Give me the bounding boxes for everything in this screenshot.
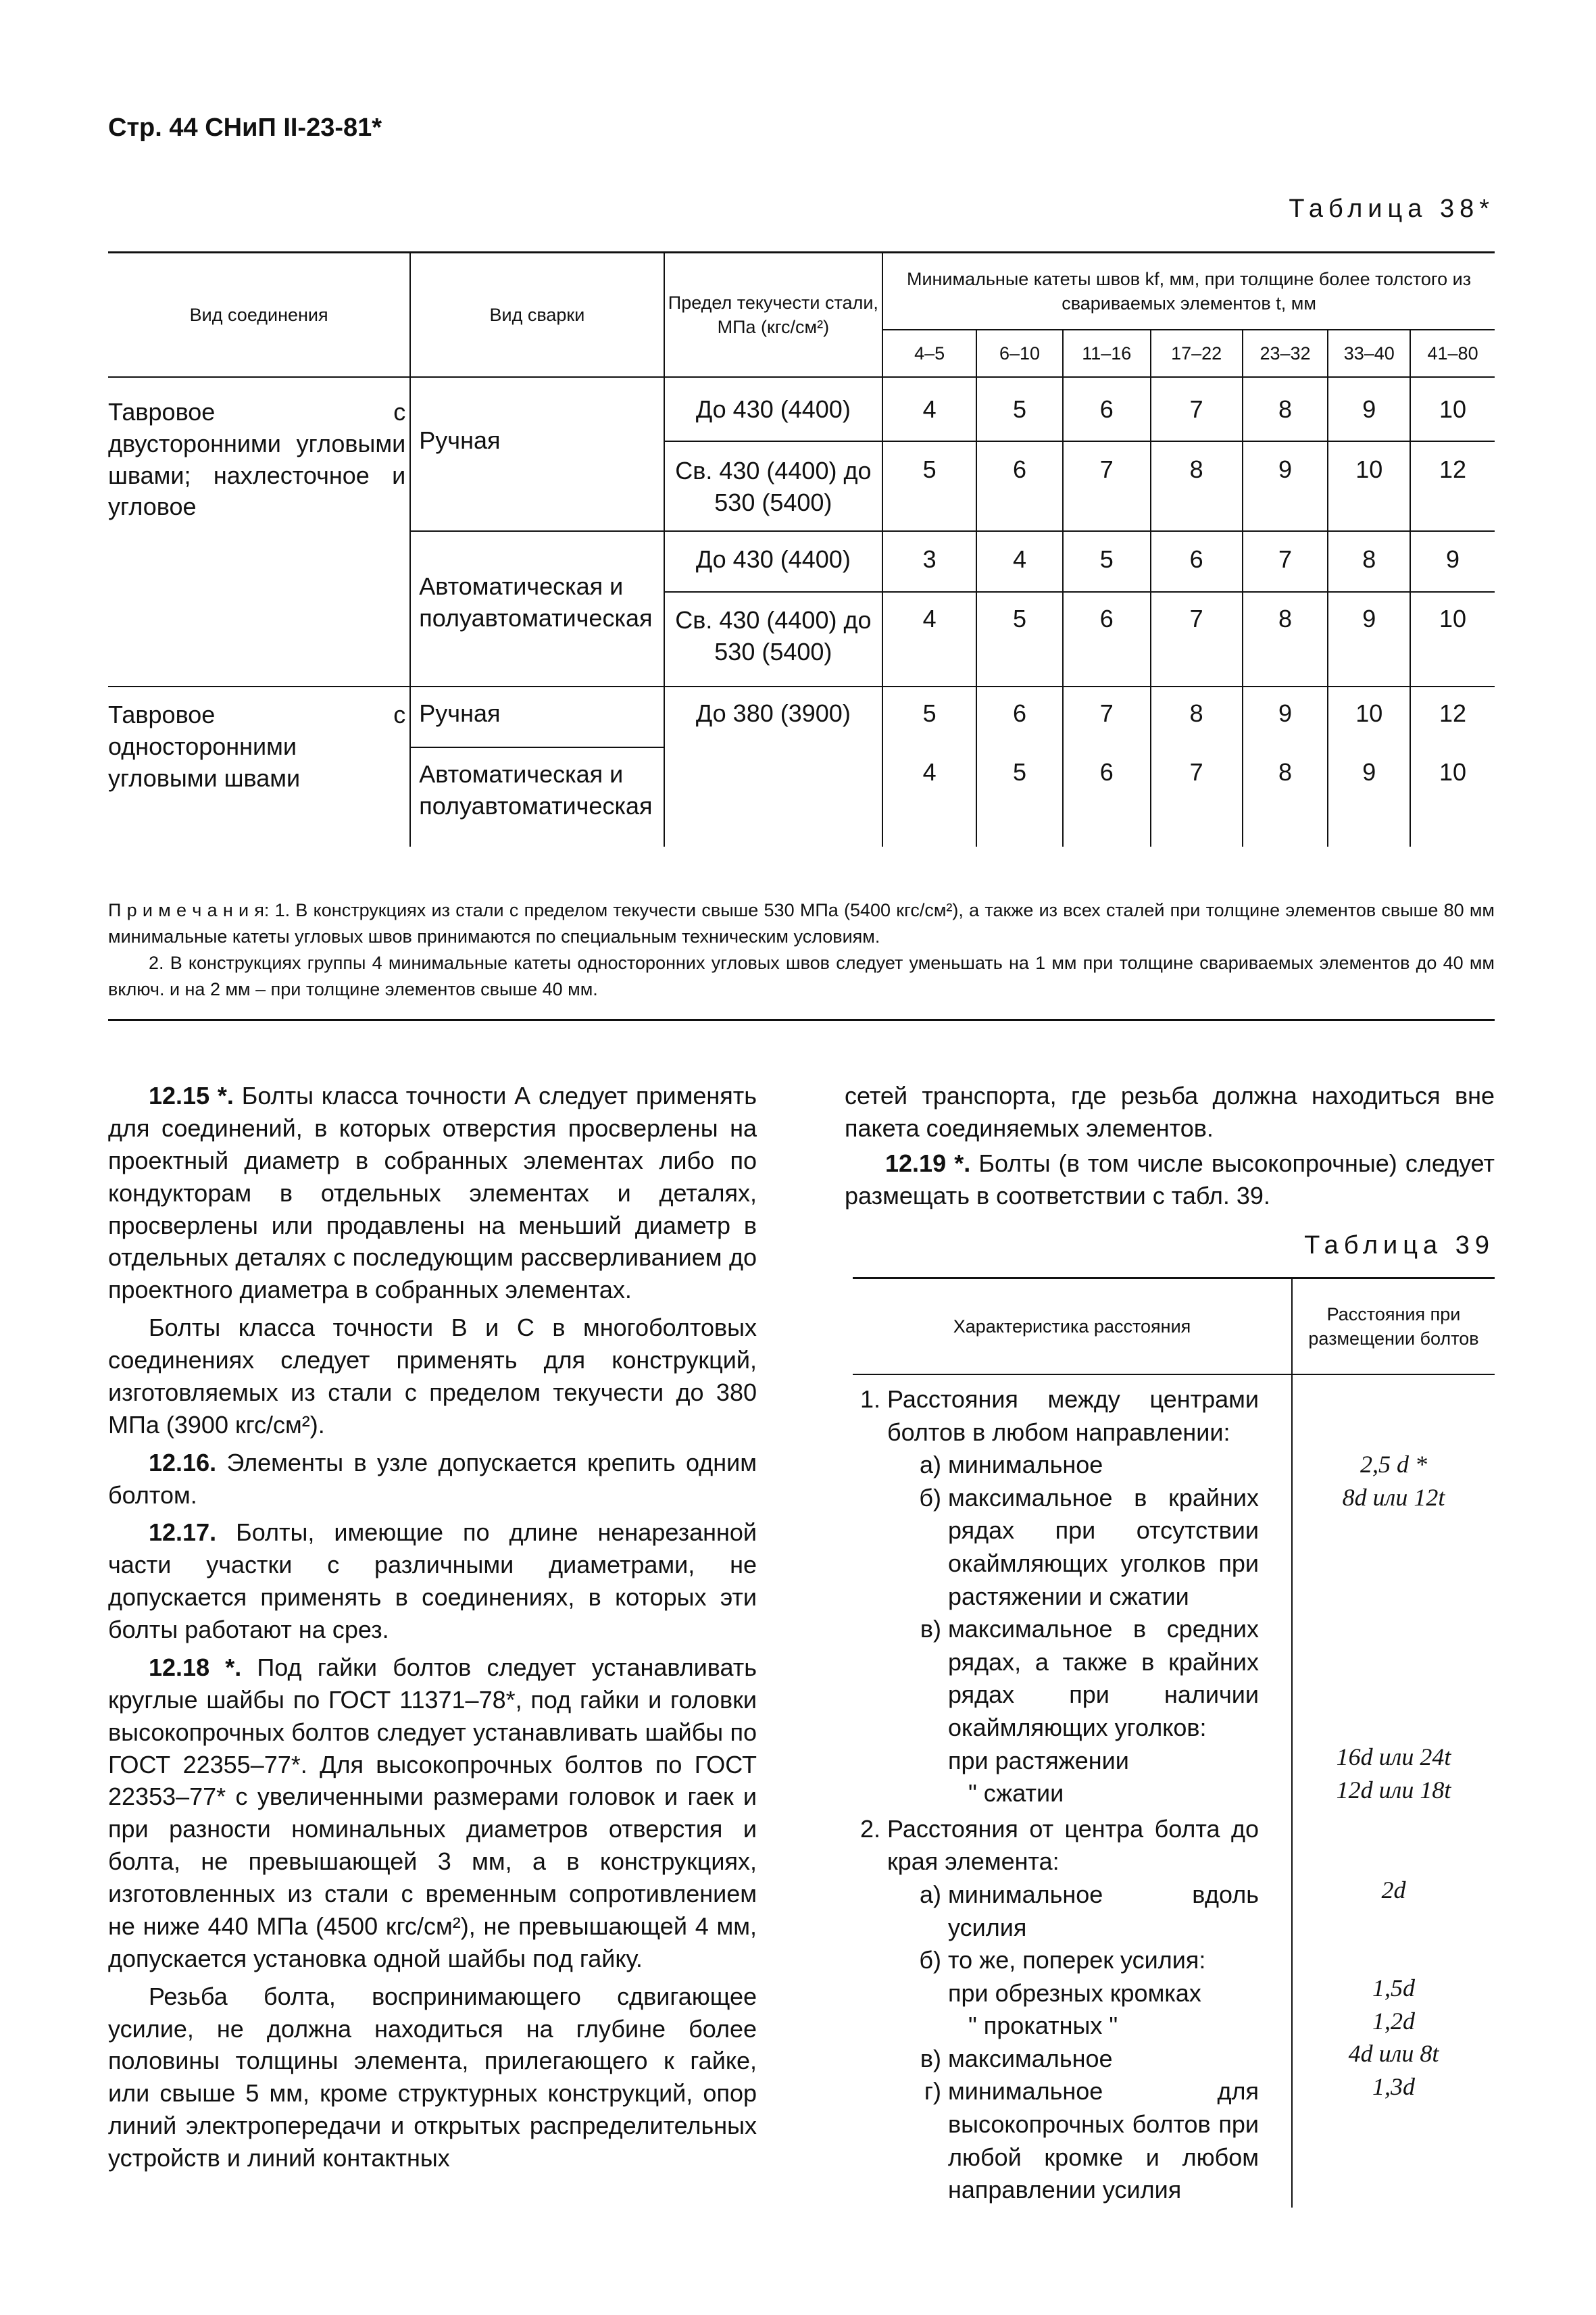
value-cell: 6	[1063, 592, 1151, 687]
paragraph: 12.17. Болты, имеющие по длине ненарезанной части участки с различными диаметрами, не допускается применять в соединениях, в которых эти болты работают на срез.	[108, 1518, 757, 1643]
paragraph: 12.15 *. Болты класса точности А следует применять для соединений, в которых отверстия просверлены на проектный диаметр в собранных элементах либо по кондукторам в отдельных элементах и деталях, просверлены или продавлены на меньший диаметр в отдельных деталях с последующим рассверливанием до проектного диаметра в собранных элементах.	[108, 1082, 757, 1304]
weld-cell: Автоматическая и полуавтоматическая	[410, 531, 664, 687]
value-cell: 3	[882, 531, 976, 592]
header-legs: Минимальные катеты швов kf, мм, при толщине более толстого из свариваемых элементов t, мм	[882, 253, 1495, 330]
right-column	[845, 1080, 1495, 1212]
yield-cell: Св. 430 (4400) до 530 (5400)	[664, 592, 883, 687]
value-cell: 5	[976, 592, 1063, 687]
t39-item: " прокатных "	[968, 2012, 1118, 2040]
value-cell: 7	[1151, 377, 1243, 441]
yield-cell: Св. 430 (4400) до 530 (5400)	[664, 441, 883, 531]
header-joint: Вид соединения	[108, 253, 410, 377]
value-cell: 5	[882, 687, 976, 747]
t39-item: при растяжении	[948, 1746, 1129, 1774]
note-1: П р и м е ч а н и я: 1. В конструкциях из стали с пределом текучести свыше 530 МПа (5400 кгс/см²), а также из всех сталей при толщине элементов свыше 80 мм минимальные катеты угловых швов принимаются по специальным техническим условиям.	[108, 900, 1495, 947]
t39-item: 2. Расстояния от центра болта до края элемента:	[859, 1814, 1259, 1876]
table-row	[108, 377, 1495, 441]
thickness-cell: 23–32	[1243, 330, 1328, 377]
distance-value: 1,2d	[1372, 2007, 1415, 2035]
table-39-caption: Таблица 39	[1304, 1231, 1495, 1260]
value-cell: 9	[1243, 687, 1328, 747]
t39-item: в) максимальное в средних рядах, а также в крайних рядах при наличии окаймляющих уголков:	[920, 1615, 1259, 1741]
value-cell: 9	[1243, 441, 1328, 531]
paragraph: 12.16. Элементы в узле допускается крепить одним болтом.	[108, 1448, 757, 1509]
joint-cell: Тавровое с двусторонними угловыми швами; нахлесточное и угловое	[108, 398, 406, 521]
value-cell: 6	[976, 687, 1063, 747]
value-cell: 5	[882, 441, 976, 531]
table-38	[108, 253, 1495, 847]
value-cell: 5	[1063, 531, 1151, 592]
thickness-cell: 41–80	[1410, 330, 1495, 377]
value-cell: 5	[976, 377, 1063, 441]
header-distances: Расстояния при размещении болтов	[1292, 1279, 1495, 1374]
distance-value: 12d или 18t	[1336, 1776, 1451, 1803]
value-cell: 4	[976, 531, 1063, 592]
weld-cell: Ручная	[410, 377, 664, 531]
value-cell: 8	[1243, 377, 1328, 441]
value-cell: 7	[1151, 747, 1243, 847]
value-cell: 5	[976, 747, 1063, 847]
distance-value: 4d или 8t	[1348, 2040, 1439, 2068]
thickness-cell: 4–5	[882, 330, 976, 377]
value-cell: 9	[1328, 592, 1410, 687]
joint-cell: Тавровое с односторонними угловыми швами	[108, 687, 410, 847]
value-cell: 9	[1328, 747, 1410, 847]
yield-cell: До 430 (4400)	[664, 531, 883, 592]
distance-value: 1,3d	[1372, 2072, 1415, 2100]
value-cell: 4	[882, 592, 976, 687]
value-cell: 6	[1063, 747, 1151, 847]
paragraph: Болты класса точности В и С в многоболтовых соединениях следует применять для конструкций, изготовляемых из стали с пределом текучести до 380 МПа (3900 кгс/см²).	[108, 1314, 757, 1439]
value-cell: 6	[1063, 377, 1151, 441]
value-cell: 8	[1151, 687, 1243, 747]
value-cell: 7	[1151, 592, 1243, 687]
value-cell: 10	[1410, 377, 1495, 441]
left-column	[108, 1080, 757, 2174]
t39-item: а) минимальное	[919, 1451, 1103, 1479]
value-cell: 10	[1328, 441, 1410, 531]
value-cell: 8	[1328, 531, 1410, 592]
value-cell: 9	[1328, 377, 1410, 441]
distance-value: 16d или 24t	[1336, 1743, 1451, 1771]
t39-item: б) то же, поперек усилия:	[919, 1946, 1206, 1974]
thickness-cell: 33–40	[1328, 330, 1410, 377]
t39-item: в) максимальное	[920, 2044, 1113, 2072]
value-cell: 7	[1063, 441, 1151, 531]
header-yield: Предел текучести стали, МПа (кгс/см²)	[664, 253, 883, 377]
value-cell: 4	[882, 747, 976, 847]
value-cell: 7	[1063, 687, 1151, 747]
distance-value: 1,5d	[1372, 1974, 1415, 2001]
header-characteristic: Характеристика расстояния	[853, 1279, 1292, 1374]
value-cell: 6	[976, 441, 1063, 531]
distance-value: 2d	[1381, 1876, 1406, 1904]
value-cell: 8	[1243, 592, 1328, 687]
value-cell: 6	[1151, 531, 1243, 592]
table-row	[108, 687, 1495, 747]
weld-cell: Автоматическая и полуавтоматическая	[410, 747, 664, 847]
thickness-cell: 6–10	[976, 330, 1063, 377]
table-38-notes	[108, 897, 1495, 1003]
characteristic-cell	[853, 1374, 1292, 2208]
value-cell: 10	[1410, 592, 1495, 687]
t39-item: г) минимальное для высокопрочных болтов при любой кромке и любом направлении усилия	[924, 2077, 1259, 2204]
thickness-cell: 11–16	[1063, 330, 1151, 377]
paragraph: 12.19 *. Болты (в том числе высокопрочные) следует размещать в соответствии с табл. 39.	[845, 1149, 1495, 1210]
paragraph: Резьба болта, воспринимающего сдвигающее усилие, не должна находиться на глубине более половины толщины элемента, прилегающего к гайке, или свыше 5 мм, кроме структурных конструкций, опор линий электропередачи и открытых распределительных устройств и линий контактных	[108, 1982, 757, 2172]
yield-cell: До 380 (3900)	[664, 687, 883, 847]
value-cell: 12	[1410, 687, 1495, 747]
value-cell: 4	[882, 377, 976, 441]
t39-item: б) максимальное в крайних рядах при отсутствии окаймляющих уголков при растяжении и сжатии	[919, 1483, 1259, 1610]
t39-item: " сжатии	[968, 1779, 1064, 1808]
value-cell: 9	[1410, 531, 1495, 592]
page-header: Стр. 44 СНиП II-23-81*	[108, 114, 382, 142]
paragraph: 12.18 *. Под гайки болтов следует устанавливать круглые шайбы по ГОСТ 11371–78*, под гайки и головки высокопрочных болтов следует устанавливать шайбы по ГОСТ 22355–77*. Для высокопрочных болтов по ГОСТ 22353–77* с увеличенными размерами головок и гаек и при разности номинальных диаметров отверстия и болта, не превышающей 3 мм, а в конструкциях, изготовленных из стали с временным сопротивлением не ниже 440 МПа (4500 кгс/см²), не превышающей 4 мм, допускается установка одной шайбы под гайку.	[108, 1653, 757, 1972]
t39-item: 1. Расстояния между центрами болтов в любом направлении:	[859, 1385, 1259, 1446]
notes-bottom-rule	[108, 1019, 1495, 1021]
table-39	[853, 1279, 1495, 2208]
t39-item: а) минимальное вдоль усилия	[919, 1880, 1259, 1941]
value-cell: 10	[1410, 747, 1495, 847]
value-cell: 12	[1410, 441, 1495, 531]
note-2: 2. В конструкциях группы 4 минимальные катеты односторонних угловых швов следует уменьшать на 1 мм при толщине свариваемых элементов до 40 мм включ. и на 2 мм – при толщине элементов свыше 40 мм.	[108, 953, 1495, 1000]
value-cell: 8	[1151, 441, 1243, 531]
table-row	[853, 1374, 1495, 2208]
yield-cell: До 430 (4400)	[664, 377, 883, 441]
weld-cell: Ручная	[410, 687, 664, 747]
value-cell: 7	[1243, 531, 1328, 592]
value-cell: 10	[1328, 687, 1410, 747]
paragraph: сетей транспорта, где резьба должна находиться вне пакета соединяемых элементов.	[845, 1082, 1495, 1142]
t39-item: при обрезных кромках	[948, 1978, 1201, 2007]
thickness-cell: 17–22	[1151, 330, 1243, 377]
distance-cell	[1292, 1374, 1495, 2208]
table-38-caption: Таблица 38*	[1289, 195, 1495, 223]
distance-value: 2,5 d *	[1360, 1451, 1427, 1478]
distance-value: 8d или 12t	[1342, 1483, 1445, 1511]
value-cell: 8	[1243, 747, 1328, 847]
header-weld: Вид сварки	[410, 253, 664, 377]
